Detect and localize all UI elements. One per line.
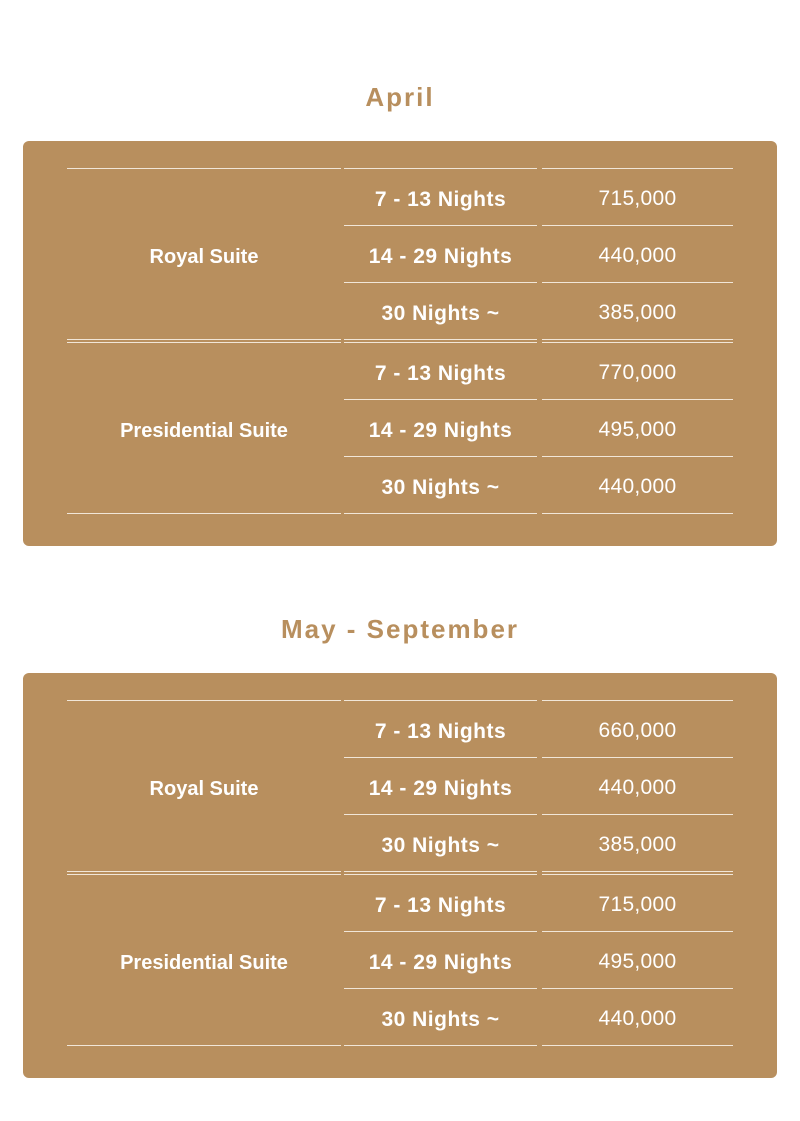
suite-name-presidential: Presidential Suite xyxy=(120,952,288,974)
nights-range: 30 Nights ~ xyxy=(381,302,500,325)
rule xyxy=(67,700,341,701)
price: 385,000 xyxy=(598,833,677,856)
nights-range: 7 - 13 Nights xyxy=(374,894,507,917)
rate-table-may-september xyxy=(23,673,777,1078)
rule xyxy=(344,225,537,226)
rule xyxy=(344,456,537,457)
nights-range: 30 Nights ~ xyxy=(381,834,500,857)
price: 495,000 xyxy=(598,418,677,441)
rule xyxy=(542,931,733,932)
price: 715,000 xyxy=(598,893,677,916)
price: 440,000 xyxy=(598,475,677,498)
rule xyxy=(344,1045,537,1046)
nights-range: 7 - 13 Nights xyxy=(374,720,507,743)
rule xyxy=(542,282,733,283)
price: 770,000 xyxy=(598,361,677,384)
rule xyxy=(344,814,537,815)
nights-range: 14 - 29 Nights xyxy=(368,419,513,442)
suite-name-presidential: Presidential Suite xyxy=(120,420,288,442)
nights-range: 30 Nights ~ xyxy=(381,1008,500,1031)
group-divider xyxy=(67,339,341,340)
rule xyxy=(344,757,537,758)
section-title-may-september: May - September xyxy=(280,614,520,644)
group-divider xyxy=(542,871,733,872)
nights-range: 14 - 29 Nights xyxy=(368,777,513,800)
group-divider xyxy=(344,339,537,340)
rule xyxy=(67,513,341,514)
nights-range: 14 - 29 Nights xyxy=(368,951,513,974)
rule xyxy=(542,700,733,701)
price: 440,000 xyxy=(598,776,677,799)
price: 660,000 xyxy=(598,719,677,742)
section-title-april: April xyxy=(365,82,435,112)
rule xyxy=(344,282,537,283)
price: 495,000 xyxy=(598,950,677,973)
group-divider xyxy=(542,339,733,340)
rate-table-april xyxy=(23,141,777,546)
price: 385,000 xyxy=(598,301,677,324)
rule xyxy=(67,1045,341,1046)
rule xyxy=(542,225,733,226)
rule xyxy=(344,700,537,701)
rule xyxy=(344,168,537,169)
rule xyxy=(542,168,733,169)
group-divider xyxy=(344,871,537,872)
rule xyxy=(344,399,537,400)
rule xyxy=(542,513,733,514)
rule xyxy=(542,456,733,457)
rule xyxy=(344,513,537,514)
rule xyxy=(542,1045,733,1046)
price: 715,000 xyxy=(598,187,677,210)
suite-name-royal: Royal Suite xyxy=(149,778,259,800)
price: 440,000 xyxy=(598,244,677,267)
rule xyxy=(67,168,341,169)
nights-range: 14 - 29 Nights xyxy=(368,245,513,268)
rule xyxy=(344,931,537,932)
suite-name-royal: Royal Suite xyxy=(149,246,259,268)
nights-range: 7 - 13 Nights xyxy=(374,362,507,385)
rule xyxy=(542,814,733,815)
rule xyxy=(542,757,733,758)
price: 440,000 xyxy=(598,1007,677,1030)
nights-range: 7 - 13 Nights xyxy=(374,188,507,211)
rule xyxy=(542,399,733,400)
rule xyxy=(542,988,733,989)
nights-range: 30 Nights ~ xyxy=(381,476,500,499)
rule xyxy=(344,988,537,989)
group-divider xyxy=(67,871,341,872)
